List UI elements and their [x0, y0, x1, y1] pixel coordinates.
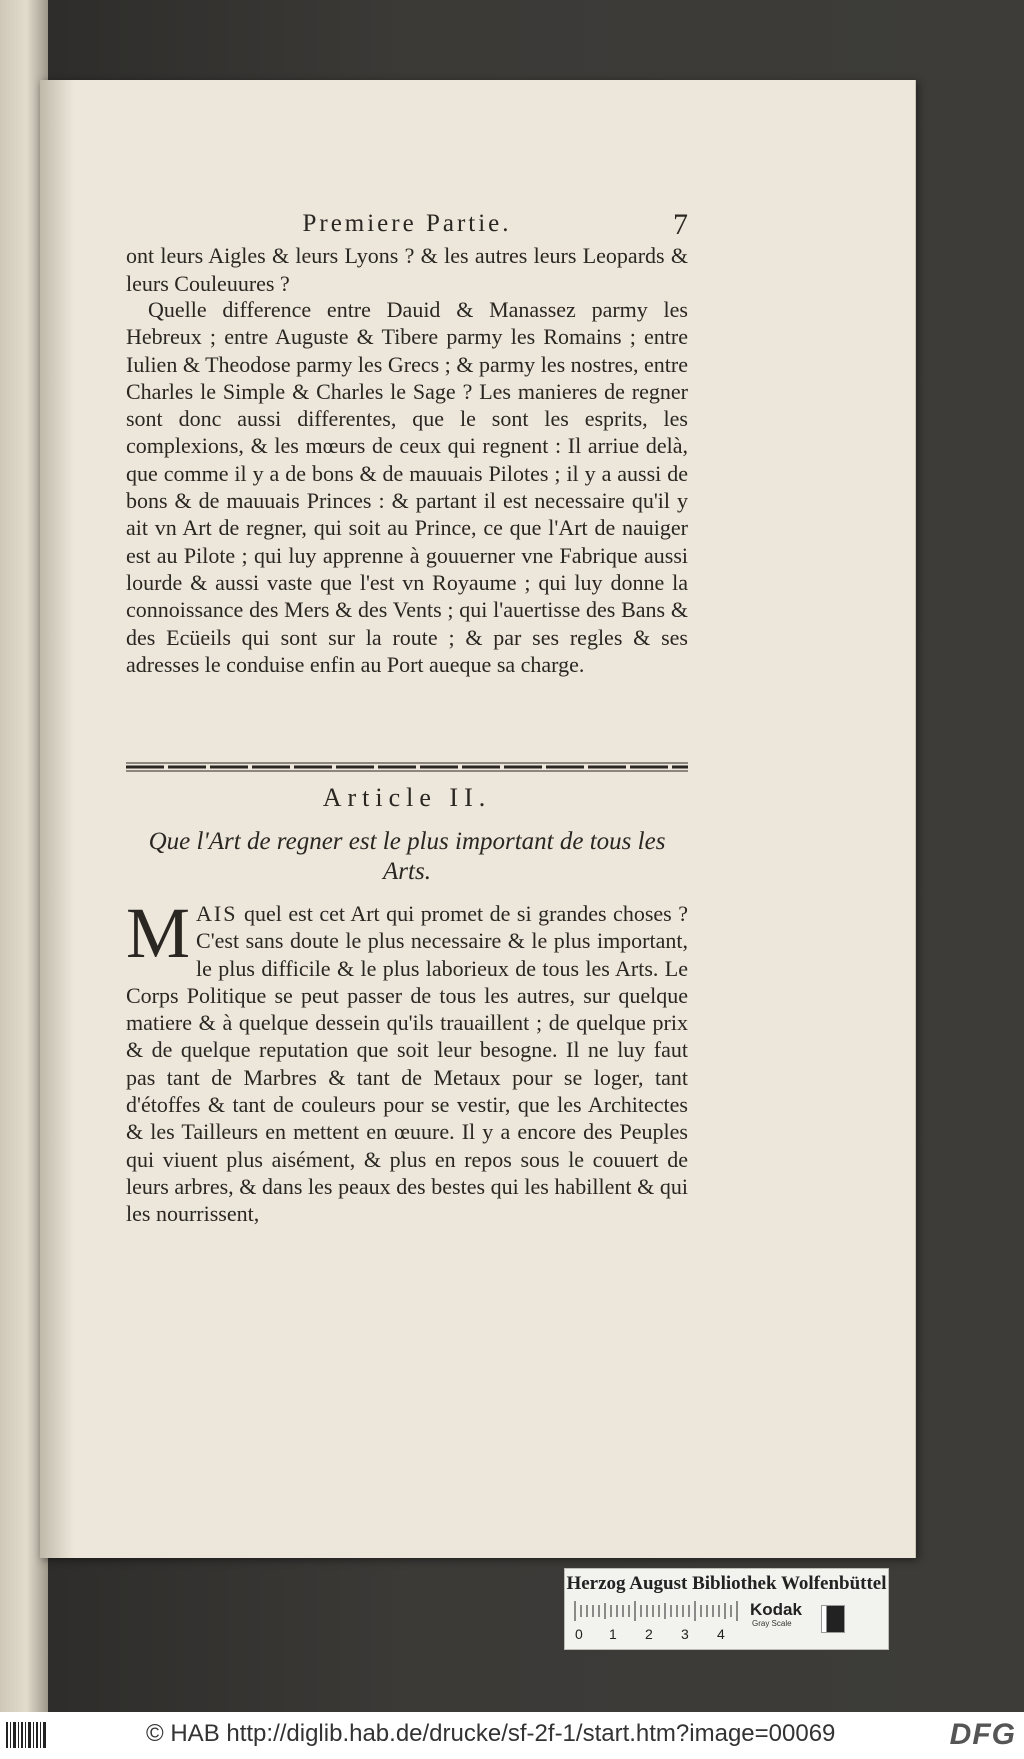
gray-patch [821, 1605, 845, 1633]
drop-cap: M [126, 893, 191, 973]
dfg-logo: DFG [949, 1718, 1016, 1751]
ornamental-rule [126, 758, 688, 776]
gutter-shadow [40, 80, 74, 1558]
copyright-link[interactable]: © HAB http://diglib.hab.de/drucke/sf-2f-1/start.htm?image=00069 [146, 1720, 836, 1747]
ruler-number: 2 [645, 1626, 653, 1642]
scale-ruler [573, 1599, 739, 1645]
running-head [126, 208, 688, 242]
ruler-number: 1 [609, 1626, 617, 1642]
paragraph-article-text: quel est cet Art qui promet de si grandes choses ? C'est sans doute le plus necessaire & le plus important, le plus difficile & le plus laborieux de tous les Arts. Le Corps Politique se peut passer de tous les autres, sur quelque matiere & à quelque dessein qu'ils trauaillent ; de quelque prix & de quelque reputation que soit leur besogne. Il ne luy faut pas tant de Marbres & tant de Metaux pour se loger, tant d'étoffes & tant de couleurs pour se vestir, que les Architectes & les Tailleurs en mettent en œuure. Il y a encore des Peuples qui viuent plus aisément, & plus en repos sous le couuert de leurs arbres, & dans les peaux des bestes qui les habillent & qui les nourrissent, [126, 901, 688, 1227]
brand-name: Kodak [750, 1600, 802, 1619]
article-title: Que l'Art de regner est le plus important de tous les Arts. [148, 828, 666, 885]
brand-subtitle: Gray Scale [752, 1619, 792, 1628]
ruler-number: 0 [575, 1626, 583, 1642]
ruler-number: 4 [717, 1626, 725, 1642]
barcode-icon [6, 1722, 48, 1748]
running-title: Premiere Partie. [302, 210, 512, 237]
paragraph-main: Quelle difference entre Dauid & Manassez parmy les Hebreux ; entre Auguste & Tibere parmy les Romains ; entre Iulien & Theodose parmy les Grecs ; & parmy les nostres, entre Charles le Simple & Charles le Sage ? Les manieres de regner sont donc aussi differentes, que le sont les esprits, les complexions, & les mœurs de ceux qui regnent : Il arriue delà, que comme il y a de bons & de mauuais Pilotes ; il y a aussi de bons & de mauuais Princes : & partant il est necessaire qu'il y ait vn Art de regner, qui soit au Prince, ce que l'Art de nauiger est au Pilote ; qui luy apprenne à gouuerner vne Fabrique aussi lourde & aussi vaste que l'est vn Royaume ; qui luy donne la connoissance des Mers & des Vents ; qui l'auertisse des Bans & des Ecüeils qui sont sur la route ; & par ses regles & ses adresses le conduise enfin au Port aueque sa charge. [126, 297, 688, 677]
paragraph-continuation: ont leurs Aigles & leurs Lyons ? & les autres leurs Leopards & leurs Couleuures ? [126, 243, 688, 296]
opening-small-caps: AIS [196, 901, 238, 926]
article-heading: Article II. [322, 783, 492, 812]
library-name: Herzog August Bibliothek Wolfenbüttel [566, 1573, 887, 1594]
book-page [40, 80, 916, 1558]
color-calibration-card [564, 1568, 889, 1650]
footer-bar [0, 1712, 1024, 1759]
paragraph-article [126, 893, 688, 1228]
ruler-number: 3 [681, 1626, 689, 1642]
page-number: 7 [673, 208, 688, 241]
